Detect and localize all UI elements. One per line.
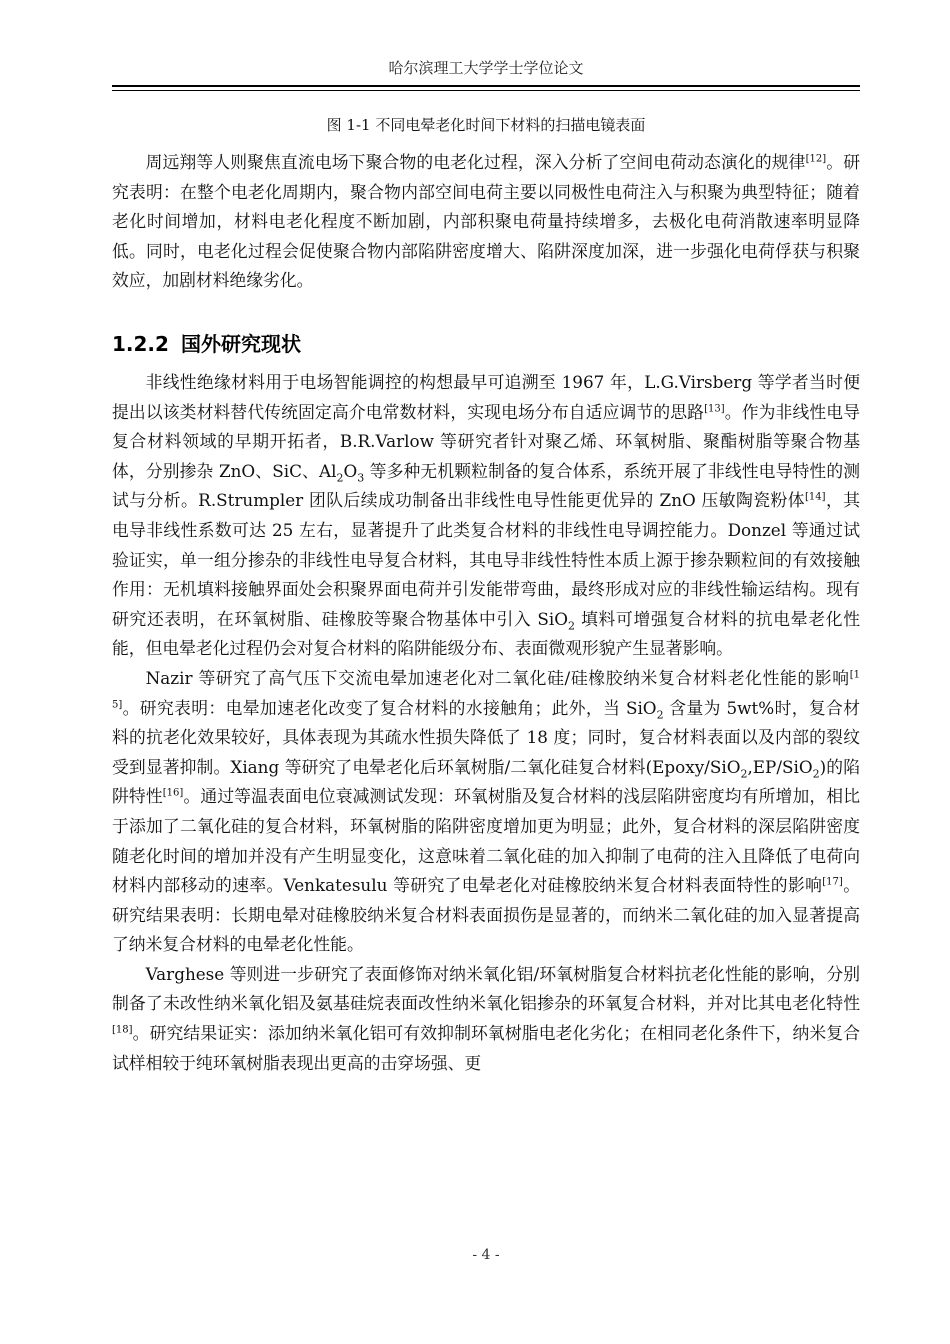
text-span: 含量为 5wt%时，复合材料的抗老化效果较好，具体表现为其疏水性损失降低了 18 度；同时，复合材料表面以及内部的裂纹受到显著抑制。Xiang 等研究了电晕老化后环氧树脂/二氧化硅复合材料(Epoxy/SiO <box>112 697 860 777</box>
citation: [16] <box>162 787 184 799</box>
page-number: - 4 - <box>472 1247 500 1263</box>
subscript: 2 <box>336 471 344 485</box>
paragraph-4 <box>112 960 860 1078</box>
running-header: 哈尔滨理工大学学士学位论文 <box>388 59 584 77</box>
paragraph-1 <box>112 148 860 296</box>
subscript: 2 <box>812 767 820 781</box>
section-number: 1.2.2 <box>112 332 169 356</box>
text-span: 。研究结果证实：添加纳米氧化铝可有效抑制环氧树脂电老化劣化；在相同老化条件下，纳米复合试样相较于纯环氧树脂表现出更高的击穿场强、更 <box>112 1023 860 1073</box>
text-span: 填料可增强复合材料的抗电晕老化性能，但电晕老化过程仍会对复合材料的陷阱能级分布、表面微观形貌产生显著影响。 <box>112 608 860 659</box>
text-span: 。研究表明：电晕加速老化改变了复合材料的水接触角；此外，当 SiO <box>122 697 657 718</box>
text-span: 等多种无机颗粒制备的复合体系，系统开展了非线性电导特性的测试与分析。R.Strumpler 团队后续成功制备出非线性电导性能更优异的 ZnO 压敏陶瓷粉体 <box>112 460 861 511</box>
citation: [12] <box>805 153 827 165</box>
section-title: 国外研究现状 <box>180 332 301 356</box>
text-span: Varghese 等则进一步研究了表面修饰对纳米氧化铝/环氧树脂复合材料抗老化性能的影响，分别制备了未改性纳米氧化铝及氨基硅烷表面改性纳米氧化铝掺杂的环氧复合材料，并对比其电老化特性 <box>112 963 860 1014</box>
subscript: 3 <box>357 471 365 485</box>
text-span: 非线性绝缘材料用于电场智能调控的构想最早可追溯至 1967 年，L.G.Virsberg 等学者当时便提出以该类材料替代传统固定高介电常数材料，实现电场分布自适应调节的思路 <box>112 372 860 422</box>
subscript: 2 <box>568 619 576 633</box>
text-span: 。研究表明：在整个电老化周期内，聚合物内部空间电荷主要以同极性电荷注入与积聚为典型特征；随着老化时间增加，材料电老化程度不断加剧，内部积聚电荷量持续增多，去极化电荷消散速率明显降低。同时，电老化过程会促使聚合物内部陷阱密度增大、陷阱深度加深，进一步强化电荷俘获与积聚效应，加剧材料绝缘劣化。 <box>112 152 860 291</box>
subscript: 2 <box>656 707 664 721</box>
citation: [18] <box>112 1024 133 1036</box>
text-span: 。通过等温表面电位衰减测试发现：环氧树脂及复合材料的浅层陷阱密度均有所增加，相比于添加了二氧化硅的复合材料，环氧树脂的陷阱密度增加更为明显；此外，复合材料的深层陷阱密度随老化时间的增加并没有产生明显变化，这意味着二氧化硅的加入抑制了电荷的注入且降低了电荷向材料内部移动的速率。Venkatesulu 等研究了电晕老化对硅橡胶纳米复合材料表面特性的影响 <box>112 786 860 896</box>
subscript: 2 <box>740 767 748 781</box>
figure-caption: 图 1-1 不同电晕老化时间下材料的扫描电镜表面 <box>326 116 646 134</box>
text-span: O <box>343 460 358 481</box>
text-span: ，其电导非线性系数可达 25 左右，显著提升了此类复合材料的非线性电导调控能力。Donzel 等通过试验证实，单一组分掺杂的非线性电导复合材料，其电导非线性特性本质上源于掺杂颗粒间的有效接触作用：无机填料接触界面处会积聚界面电荷并引发能带弯曲，最终形成对应的非线性输运结构。现有研究还表明，在环氧树脂、硅橡胶等聚合物基体中引入 SiO <box>112 490 860 629</box>
text-span: )的陷阱特性 <box>112 756 860 807</box>
text-span: ,EP/SiO <box>747 756 813 777</box>
citation: [17] <box>822 876 843 888</box>
text-span: 。研究结果表明：长期电晕对硅橡胶纳米复合材料表面损伤是显著的，而纳米二氧化硅的加入显著提高了纳米复合材料的电晕老化性能。 <box>112 875 860 955</box>
text-span: Nazir 等研究了高气压下交流电晕加速老化对二氧化硅/硅橡胶纳米复合材料老化性能的影响 <box>145 667 850 688</box>
text-span: 。作为非线性电导复合材料领域的早期开拓者，B.R.Varlow 等研究者针对聚乙烯、环氧树脂、聚酯树脂等聚合物基体，分别掺杂 ZnO、SiC、Al <box>112 401 860 481</box>
header-rule <box>112 85 860 87</box>
paragraphs-main <box>112 368 860 1078</box>
header-rule-thin <box>112 90 860 91</box>
citation: [14] <box>804 491 826 503</box>
text-span: 周远翔等人则聚焦直流电场下聚合物的电老化过程，深入分析了空间电荷动态演化的规律 <box>145 152 806 172</box>
paragraph-2 <box>112 368 860 664</box>
citation: [15] <box>112 669 860 710</box>
section-heading <box>112 330 860 358</box>
citation: [13] <box>704 403 725 414</box>
paragraph-3 <box>112 664 860 960</box>
